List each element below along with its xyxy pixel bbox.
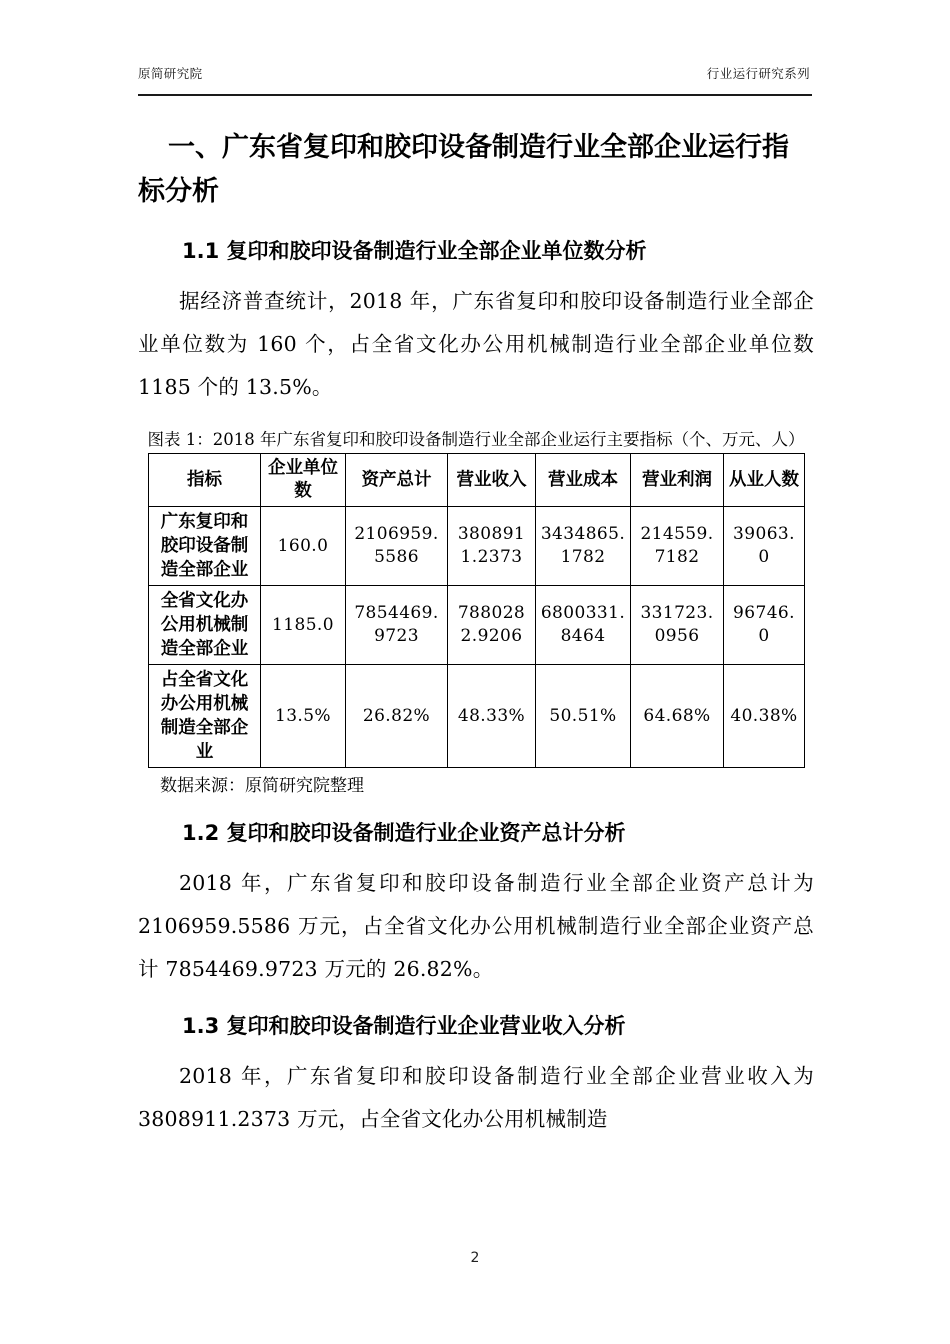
spacer — [138, 214, 814, 236]
table-cell: 160.0 — [261, 507, 346, 586]
table-cell: 48.33% — [448, 665, 536, 768]
table-cell: 96746.0 — [724, 586, 805, 665]
table-cell: 1185.0 — [261, 586, 346, 665]
subsection-heading-1-1: 1.1 复印和胶印设备制造行业全部企业单位数分析 — [182, 239, 647, 263]
column-header-unit-count: 企业单位数 — [261, 454, 346, 507]
table-cell: 40.38% — [724, 665, 805, 768]
table-cell: 64.68% — [631, 665, 724, 768]
column-header-op-cost: 营业成本 — [536, 454, 631, 507]
header-divider — [138, 94, 812, 96]
spacer — [138, 848, 814, 862]
column-header-indicator: 指标 — [149, 454, 261, 507]
column-header-revenue: 营业收入 — [448, 454, 536, 507]
column-header-total-assets: 资产总计 — [346, 454, 448, 507]
table-row — [149, 507, 805, 586]
spacer — [138, 266, 814, 280]
paragraph-1-3: 2018 年，广东省复印和胶印设备制造行业全部企业营业收入为 3808911.2373 万元，占全省文化办公用机械制造 — [138, 1064, 814, 1131]
table-cell: 6800331.8464 — [536, 586, 631, 665]
table-cell: 7880282.9206 — [448, 586, 536, 665]
table-header-row — [149, 454, 805, 507]
table-cell: 3434865.1782 — [536, 507, 631, 586]
table-cell: 3808911.2373 — [448, 507, 536, 586]
table-cell: 50.51% — [536, 665, 631, 768]
table-row — [149, 665, 805, 768]
row-label: 广东复印和胶印设备制造全部企业 — [149, 507, 261, 586]
table-cell: 214559.7182 — [631, 507, 724, 586]
running-header — [138, 64, 810, 82]
column-header-employees: 从业人数 — [724, 454, 805, 507]
column-header-op-profit: 营业利润 — [631, 454, 724, 507]
row-label: 全省文化办公用机械制造全部企业 — [149, 586, 261, 665]
main-indicator-table — [148, 453, 805, 768]
paragraph-1-1: 据经济普查统计，2018 年，广东省复印和胶印设备制造行业全部企业单位数为 160 个，占全省文化办公用机械制造行业全部企业单位数 1185 个的 13.5%。 — [138, 289, 814, 399]
spacer — [138, 1041, 814, 1055]
document-content — [138, 126, 814, 1141]
spacer — [138, 991, 814, 1011]
paragraph-1-2: 2018 年，广东省复印和胶印设备制造行业全部企业资产总计为 2106959.5586 万元，占全省文化办公用机械制造行业全部企业资产总计 7854469.9723 万元的 26.82%。 — [138, 871, 814, 981]
spacer — [138, 409, 814, 427]
table-cell: 7854469.9723 — [346, 586, 448, 665]
spacer — [138, 800, 814, 818]
subsection-heading-1-2: 1.2 复印和胶印设备制造行业企业资产总计分析 — [182, 821, 626, 845]
table-source-note: 数据来源：原简研究院整理 — [160, 776, 364, 796]
table-cell: 2106959.5586 — [346, 507, 448, 586]
table-container — [148, 453, 804, 768]
row-label: 占全省文化办公用机械制造全部企业 — [149, 665, 261, 768]
table-cell: 26.82% — [346, 665, 448, 768]
subsection-heading-1-3: 1.3 复印和胶印设备制造行业企业营业收入分析 — [182, 1014, 626, 1038]
table-cell: 331723.0956 — [631, 586, 724, 665]
page-number: 2 — [470, 1250, 480, 1266]
table-cell: 39063.0 — [724, 507, 805, 586]
table-cell: 13.5% — [261, 665, 346, 768]
table-caption: 图表 1：2018 年广东省复印和胶印设备制造行业全部企业运行主要指标（个、万元、人） — [147, 430, 805, 449]
table-row — [149, 586, 805, 665]
header-left-text: 原简研究院 — [138, 66, 203, 81]
section-heading-1: 一、广东省复印和胶印设备制造行业全部企业运行指标分析 — [138, 132, 789, 207]
header-right-text: 行业运行研究系列 — [706, 66, 810, 81]
